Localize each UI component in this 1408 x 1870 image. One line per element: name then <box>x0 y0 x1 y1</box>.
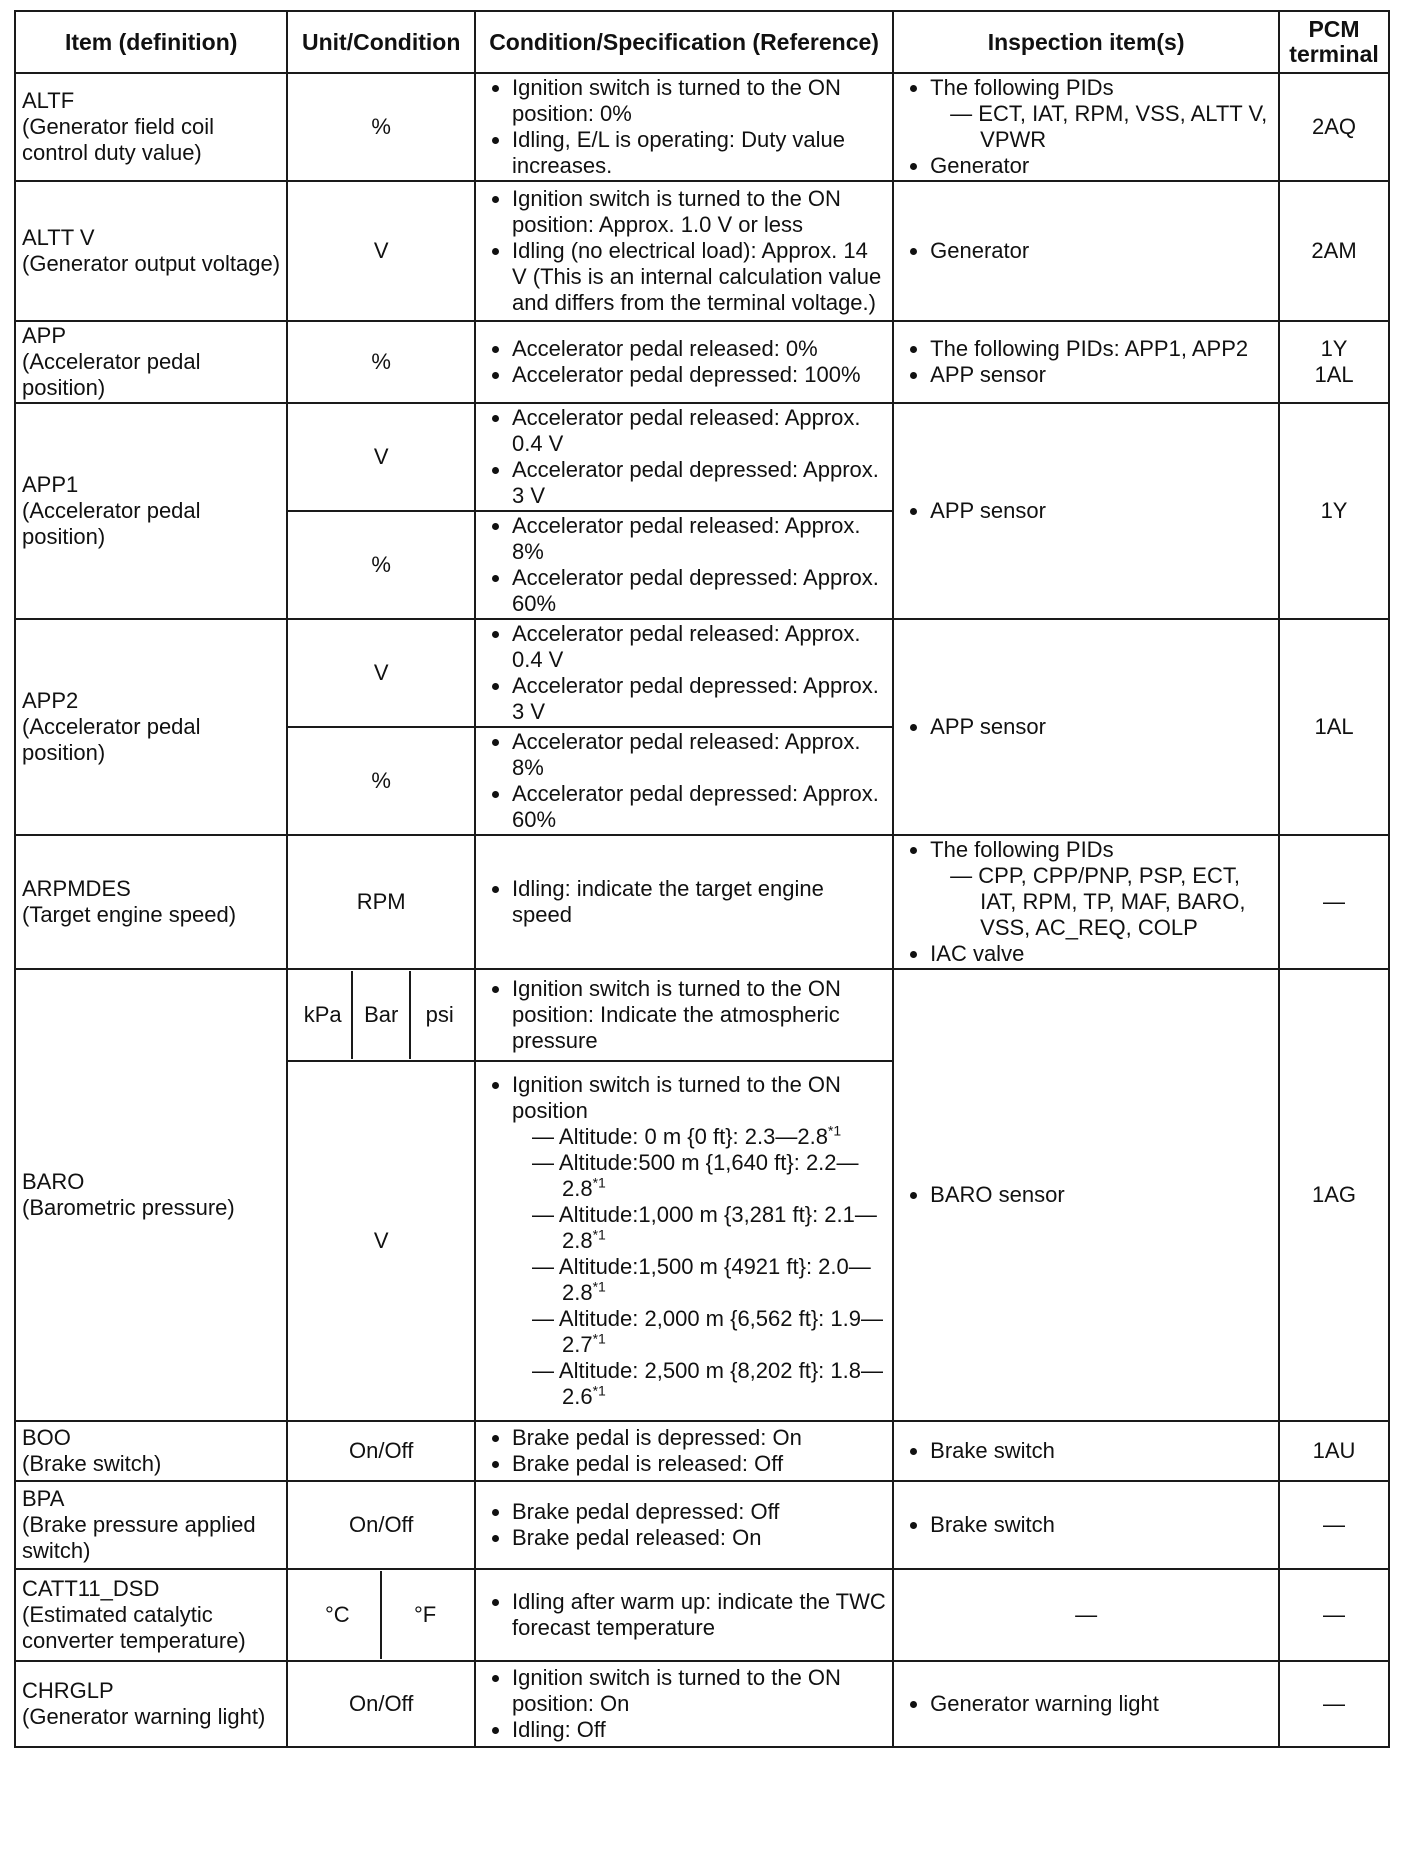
terminal-cell: — <box>1279 1661 1389 1747</box>
item-cell <box>15 181 287 321</box>
spec-cell <box>475 1481 893 1569</box>
footnote-ref: *1 <box>592 1382 606 1399</box>
inspection-cell: — <box>893 1569 1279 1661</box>
spec-bullet: • Idling, E/L is operating: Duty value increases. <box>512 127 886 179</box>
unit-fahrenheit: °F <box>413 1602 437 1627</box>
unit-cell: % <box>287 511 475 619</box>
terminal-cell: 2AM <box>1279 181 1389 321</box>
spec-bullet: • Brake pedal released: On <box>512 1525 886 1551</box>
pid-name: APP <box>22 323 67 348</box>
item-cell <box>15 1661 287 1747</box>
inspection-cell <box>893 969 1279 1421</box>
footnote-ref: *1 <box>827 1122 842 1139</box>
header-item: Item (definition) <box>15 11 287 73</box>
pid-definition: (Estimated catalytic converter temperature) <box>22 1602 246 1653</box>
unit-kpa: kPa <box>294 971 353 1059</box>
spec-bullet: • Accelerator pedal depressed: Approx. 60% <box>512 781 886 833</box>
unit-cell: % <box>287 73 475 181</box>
pid-definition: (Generator field coil control duty value) <box>22 114 214 165</box>
pid-name: ARPMDES <box>22 876 131 901</box>
inspection-bullet: • The following PIDs: APP1, APP2 <box>930 336 1272 362</box>
spec-cell <box>475 181 893 321</box>
spec-bullet: • Ignition switch is turned to the ON position: Indicate the atmospheric pressure <box>512 976 886 1054</box>
inspection-cell <box>893 181 1279 321</box>
spec-bullet: • Accelerator pedal depressed: Approx. 3 V <box>512 457 886 509</box>
item-cell <box>15 835 287 969</box>
item-cell <box>15 1421 287 1481</box>
inspection-subitem: — CPP, CPP/PNP, PSP, ECT, IAT, RPM, TP, MAF, BARO, VSS, AC_REQ, COLP <box>950 863 1272 941</box>
inspection-cell <box>893 1421 1279 1481</box>
spec-cell <box>475 1569 893 1661</box>
header-row <box>15 11 1389 73</box>
table-row-app <box>15 321 1389 403</box>
pid-name: BARO <box>22 1169 85 1194</box>
unit-cell: On/Off <box>287 1481 475 1569</box>
altitude-item: — Altitude:1,000 m {3,281 ft}: 2.1—2.8$^{*1}$ <box>532 1202 886 1254</box>
unit-cell: V <box>287 181 475 321</box>
spec-cell <box>475 727 893 835</box>
spec-bullet: • Accelerator pedal released: Approx. 8% <box>512 729 886 781</box>
altitude-item: — Altitude: 2,000 m {6,562 ft}: 1.9—2.7$^{*1}$ <box>532 1306 886 1358</box>
unit-cell: V <box>287 1061 475 1421</box>
spec-bullet: • Brake pedal is released: Off <box>512 1451 886 1477</box>
pid-definition: (Accelerator pedal position) <box>22 498 201 549</box>
inspection-bullet: • IAC valve <box>930 941 1272 967</box>
spec-bullet: • Ignition switch is turned to the ON position: On <box>512 1665 886 1717</box>
table-row-altf <box>15 73 1389 181</box>
item-cell <box>15 969 287 1421</box>
terminal-value: 1AL <box>1314 362 1354 387</box>
spec-bullet <box>512 1072 886 1410</box>
item-cell <box>15 619 287 835</box>
unit-celsius: °C <box>294 1571 382 1659</box>
terminal-cell: 1AL <box>1279 619 1389 835</box>
spec-bullet: • Accelerator pedal depressed: Approx. 3 V <box>512 673 886 725</box>
terminal-value: 1Y <box>1320 336 1348 361</box>
footnote-ref: *1 <box>592 1278 606 1295</box>
altitude-item: — Altitude:500 m {1,640 ft}: 2.2—2.8$^{*1}$ <box>532 1150 886 1202</box>
spec-bullet: • Idling: Off <box>512 1717 886 1743</box>
item-cell <box>15 73 287 181</box>
table-row-arpmdes <box>15 835 1389 969</box>
pid-name: APP1 <box>22 472 79 497</box>
spec-bullet: • Brake pedal is depressed: On <box>512 1425 886 1451</box>
item-cell <box>15 1481 287 1569</box>
spec-cell <box>475 321 893 403</box>
item-cell <box>15 1569 287 1661</box>
table-row-chrglp <box>15 1661 1389 1747</box>
unit-cell: V <box>287 619 475 727</box>
footnote-ref: *1 <box>592 1226 606 1243</box>
spec-cell <box>475 511 893 619</box>
spec-bullet: • Accelerator pedal depressed: Approx. 60% <box>512 565 886 617</box>
item-cell <box>15 321 287 403</box>
inspection-cell <box>893 321 1279 403</box>
pid-definition: (Barometric pressure) <box>22 1195 235 1220</box>
inspection-bullet: • Generator <box>930 153 1272 179</box>
unit-cell: On/Off <box>287 1421 475 1481</box>
spec-cell <box>475 73 893 181</box>
altitude-item: — Altitude: 0 m {0 ft}: 2.3—2.8$^{*1}$ <box>532 1124 886 1150</box>
inspection-bullet: • APP sensor <box>930 714 1272 740</box>
pid-monitor-table <box>14 10 1390 1748</box>
table-row-app1 <box>15 403 1389 511</box>
inspection-text: The following PIDs <box>930 837 1114 862</box>
spec-cell <box>475 1061 893 1421</box>
unit-cell <box>287 1569 475 1661</box>
inspection-bullet: • Brake switch <box>930 1512 1272 1538</box>
terminal-cell: — <box>1279 1569 1389 1661</box>
spec-bullet: • Idling after warm up: indicate the TWC forecast temperature <box>512 1589 886 1641</box>
terminal-cell <box>1279 321 1389 403</box>
altitude-item: — Altitude:1,500 m {4921 ft}: 2.0—2.8$^{*1}$ <box>532 1254 886 1306</box>
pid-name: APP2 <box>22 688 79 713</box>
pid-name: ALTF <box>22 88 75 113</box>
unit-cell: V <box>287 403 475 511</box>
inspection-text: The following PIDs <box>930 75 1114 100</box>
table-row-app2 <box>15 619 1389 727</box>
pid-definition: (Generator output voltage) <box>22 251 281 276</box>
pid-definition: (Target engine speed) <box>22 902 237 927</box>
table-row-alttv <box>15 181 1389 321</box>
terminal-cell: 2AQ <box>1279 73 1389 181</box>
spec-cell <box>475 403 893 511</box>
spec-cell <box>475 619 893 727</box>
inspection-cell <box>893 73 1279 181</box>
spec-bullet: • Idling (no electrical load): Approx. 14 V (This is an internal calculation value and differs from the terminal voltage.) <box>512 238 886 316</box>
unit-cell: On/Off <box>287 1661 475 1747</box>
pid-name: BPA <box>22 1486 65 1511</box>
inspection-cell <box>893 619 1279 835</box>
pid-name: CHRGLP <box>22 1678 114 1703</box>
spec-bullet: • Ignition switch is turned to the ON position: Approx. 1.0 V or less <box>512 186 886 238</box>
spec-bullet: • Brake pedal depressed: Off <box>512 1499 886 1525</box>
header-terminal: PCM terminal <box>1279 11 1389 73</box>
terminal-cell: — <box>1279 1481 1389 1569</box>
inspection-cell <box>893 1481 1279 1569</box>
unit-cell: % <box>287 321 475 403</box>
table-row-catt11-dsd <box>15 1569 1389 1661</box>
unit-cell <box>287 969 475 1061</box>
footnote-ref: *1 <box>592 1330 606 1347</box>
spec-bullet: • Accelerator pedal released: Approx. 8% <box>512 513 886 565</box>
terminal-cell: 1AG <box>1279 969 1389 1421</box>
terminal-cell: — <box>1279 835 1389 969</box>
spec-cell <box>475 1661 893 1747</box>
spec-cell <box>475 1421 893 1481</box>
pid-definition: (Accelerator pedal position) <box>22 349 201 400</box>
header-unit: Unit/Condition <box>287 11 475 73</box>
pid-name: ALTT V <box>22 225 95 250</box>
inspection-bullet: • APP sensor <box>930 362 1272 388</box>
header-inspection: Inspection item(s) <box>893 11 1279 73</box>
terminal-cell: 1AU <box>1279 1421 1389 1481</box>
table-row-bpa <box>15 1481 1389 1569</box>
inspection-bullet <box>930 75 1272 153</box>
pid-name: CATT11_DSD <box>22 1576 160 1601</box>
inspection-cell <box>893 403 1279 619</box>
inspection-bullet: • Generator warning light <box>930 1691 1272 1717</box>
table-row-boo <box>15 1421 1389 1481</box>
header-spec: Condition/Specification (Reference) <box>475 11 893 73</box>
item-cell <box>15 403 287 619</box>
pid-definition: (Accelerator pedal position) <box>22 714 201 765</box>
unit-psi: psi <box>425 1002 454 1027</box>
terminal-cell: 1Y <box>1279 403 1389 619</box>
inspection-bullet: • Brake switch <box>930 1438 1272 1464</box>
unit-cell: RPM <box>287 835 475 969</box>
inspection-cell <box>893 835 1279 969</box>
pid-name: BOO <box>22 1425 71 1450</box>
spec-cell <box>475 835 893 969</box>
table-row-baro <box>15 969 1389 1061</box>
pid-definition: (Brake switch) <box>22 1451 162 1476</box>
spec-bullet: • Accelerator pedal released: Approx. 0.4 V <box>512 621 886 673</box>
footnote-ref: *1 <box>592 1174 606 1191</box>
spec-bullet: • Accelerator pedal released: 0% <box>512 336 886 362</box>
spec-bullet: • Accelerator pedal released: Approx. 0.4 V <box>512 405 886 457</box>
inspection-bullet: • APP sensor <box>930 498 1272 524</box>
inspection-cell <box>893 1661 1279 1747</box>
spec-bullet: • Ignition switch is turned to the ON position: 0% <box>512 75 886 127</box>
spec-bullet: • Accelerator pedal depressed: 100% <box>512 362 886 388</box>
unit-cell: % <box>287 727 475 835</box>
spec-text: Ignition switch is turned to the ON position <box>511 1072 841 1123</box>
unit-bar: Bar <box>353 971 412 1059</box>
pid-definition: (Generator warning light) <box>22 1704 266 1729</box>
pid-definition: (Brake pressure applied switch) <box>22 1512 256 1563</box>
inspection-bullet <box>930 837 1272 941</box>
inspection-subitem: — ECT, IAT, RPM, VSS, ALTT V, VPWR <box>950 101 1272 153</box>
spec-bullet: • Idling: indicate the target engine speed <box>512 876 886 928</box>
inspection-bullet: • Generator <box>930 238 1272 264</box>
spec-cell <box>475 969 893 1061</box>
altitude-item: — Altitude: 2,500 m {8,202 ft}: 1.8—2.6$^{*1}$ <box>532 1358 886 1410</box>
inspection-bullet: • BARO sensor <box>930 1182 1272 1208</box>
